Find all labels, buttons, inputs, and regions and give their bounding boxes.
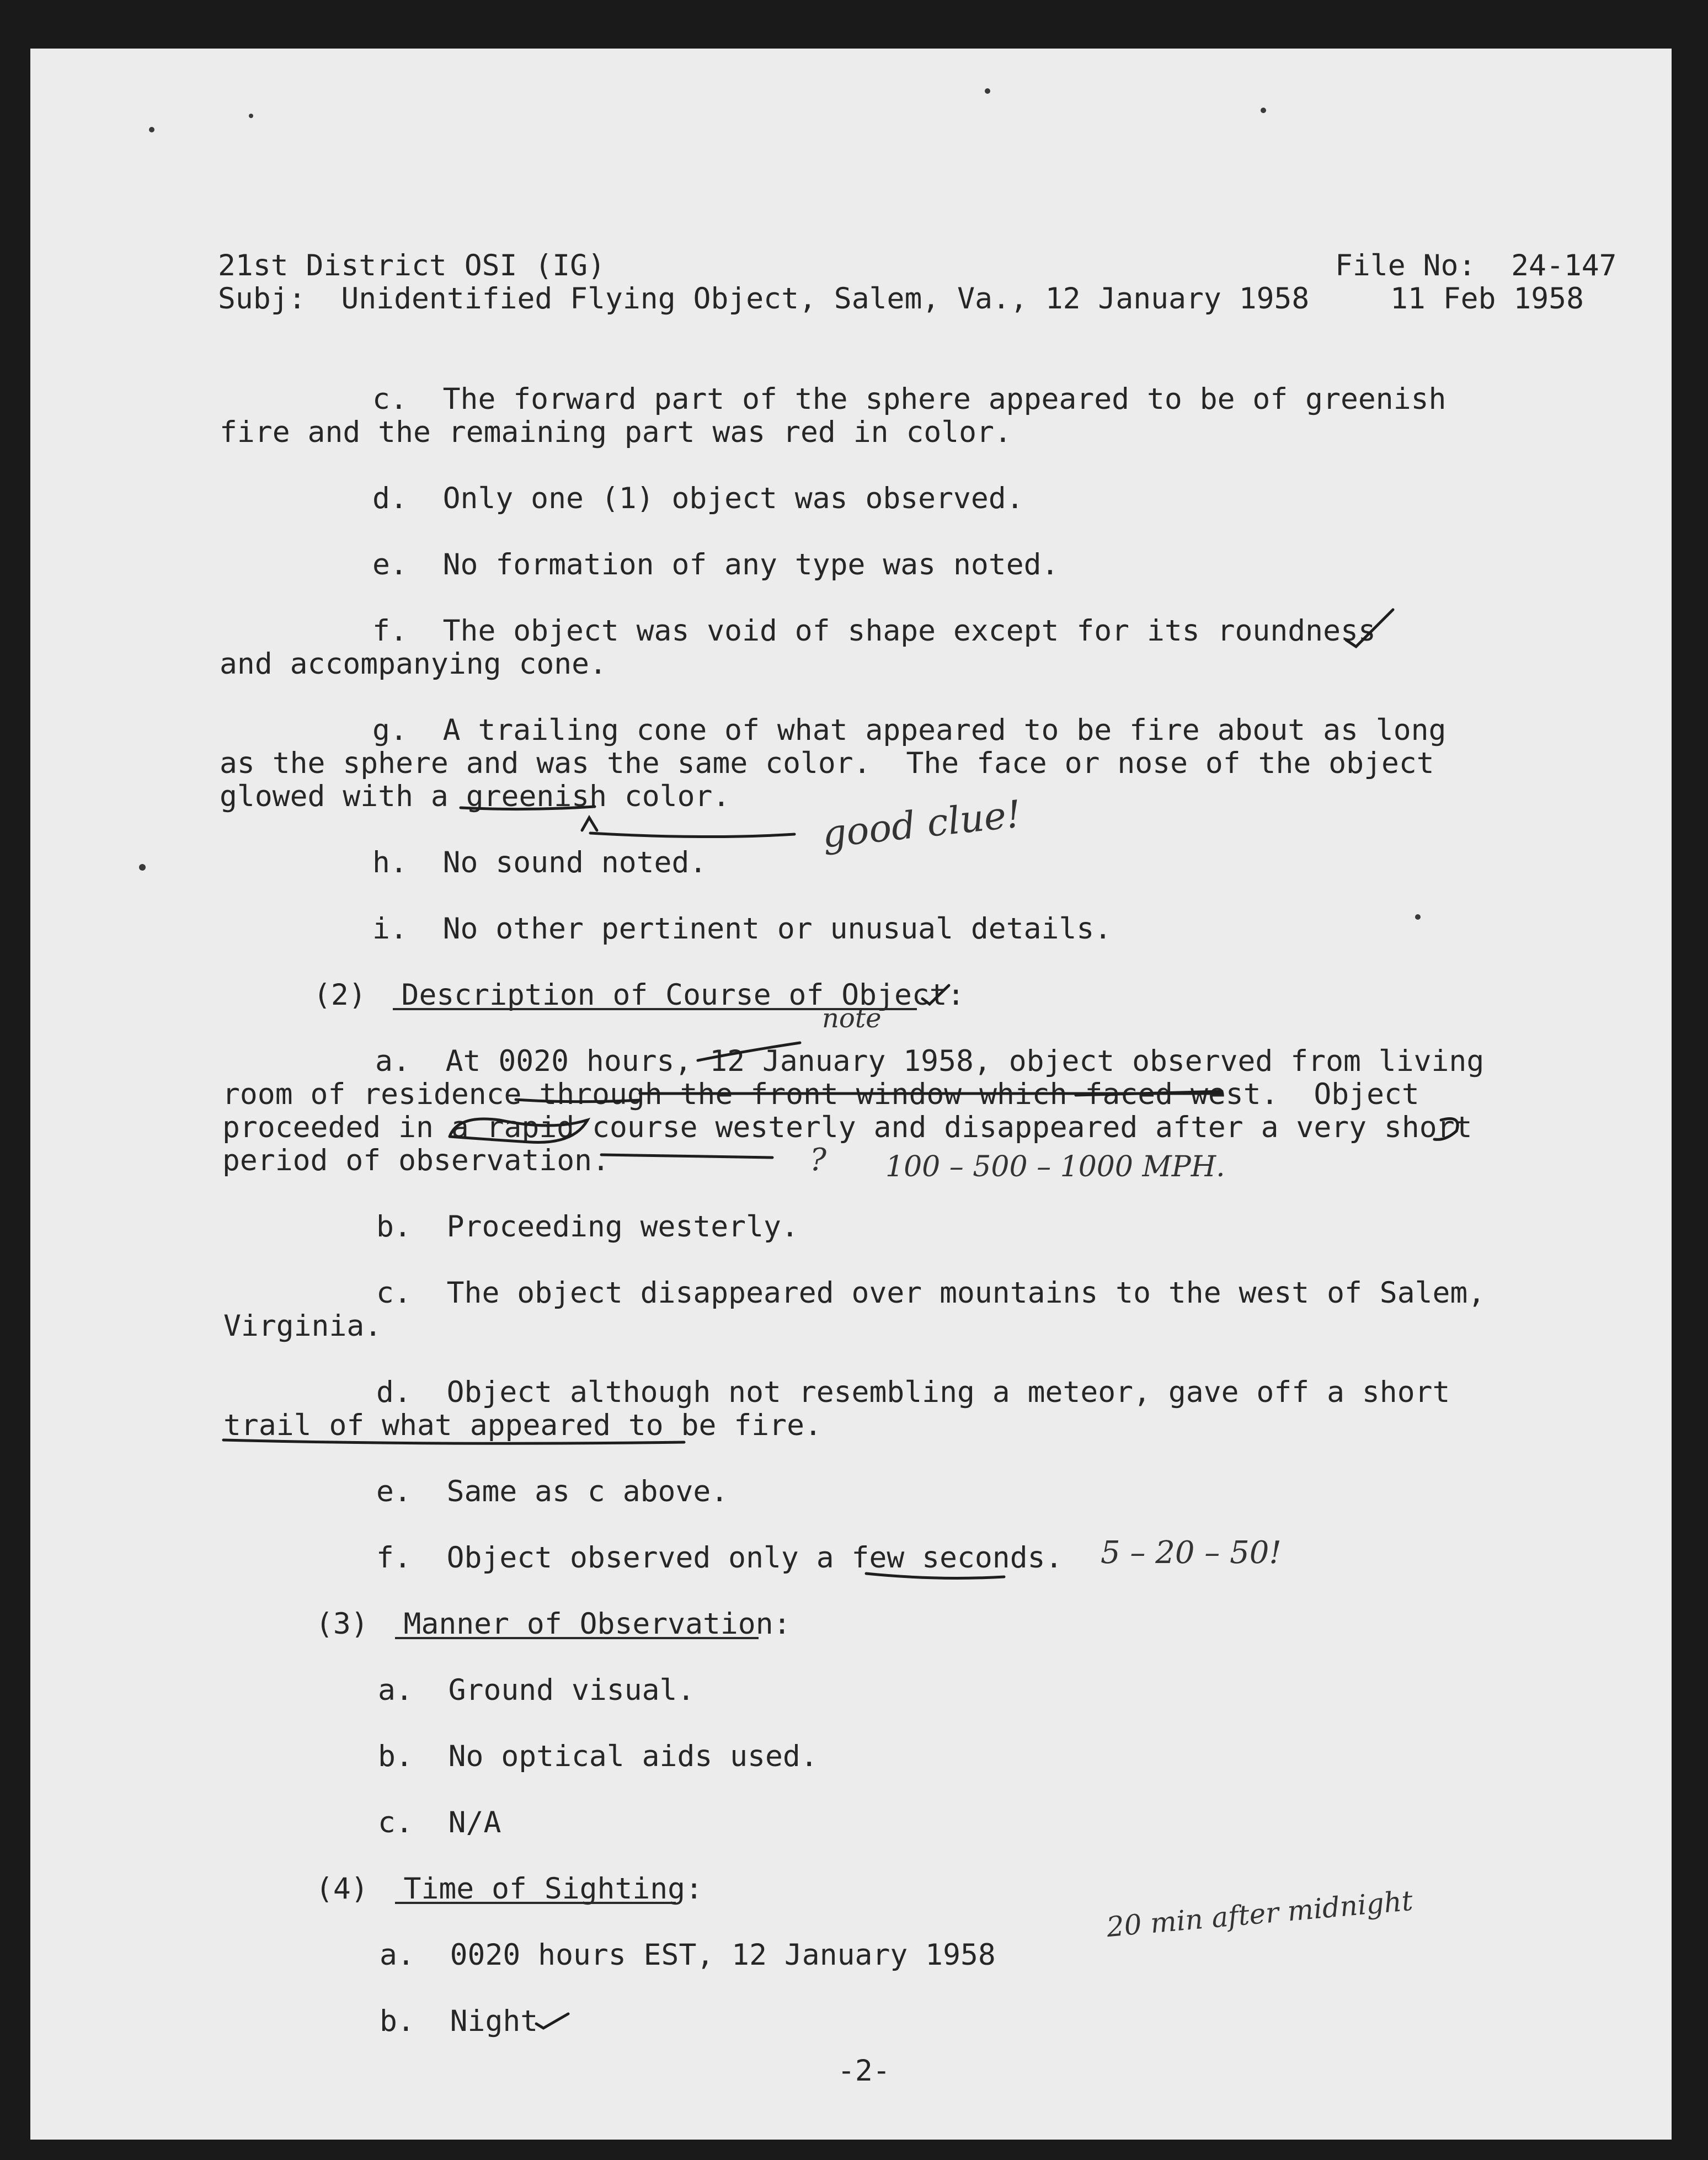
body-line: a. 0020 hours EST, 12 January 1958 <box>380 1938 996 1972</box>
caret-arrow <box>582 818 597 830</box>
body-line: f. The object was void of shape except for its roundness <box>372 614 1376 648</box>
question-mark-right <box>1434 1119 1458 1140</box>
body-line: g. A trailing cone of what appeared to be fire about as long <box>372 713 1447 747</box>
checkmark-roundness <box>1346 610 1393 647</box>
section-heading: (4) Time of Sighting: <box>316 1872 703 1906</box>
handwritten-time-note: 20 min after midnight <box>1105 1884 1415 1944</box>
body-line: b. Night <box>380 2004 538 2038</box>
header-file-no: File No: 24-147 <box>1335 249 1617 282</box>
header-subject: Subj: Unidentified Flying Object, Salem, Va., 12 January 1958 <box>218 282 1310 316</box>
paper-specks <box>139 88 1421 920</box>
handwritten-note: note <box>822 1003 882 1034</box>
body-line: f. Object observed only a few seconds. <box>376 1541 1063 1575</box>
underline-few-seconds <box>866 1574 1004 1578</box>
body-line: a. Ground visual. <box>378 1673 695 1707</box>
body-line: Virginia. <box>223 1309 382 1343</box>
body-line: glowed with a greenish color. <box>220 780 730 813</box>
body-line: d. Only one (1) object was observed. <box>372 482 1024 515</box>
body-line: fire and the remaining part was red in color. <box>220 415 1012 449</box>
section-heading: (3) Manner of Observation: <box>316 1607 791 1641</box>
body-line: e. No formation of any type was noted. <box>372 548 1059 582</box>
body-line: and accompanying cone. <box>220 647 607 681</box>
checkmark-night <box>536 2014 568 2028</box>
arrow-to-good-clue <box>590 833 794 837</box>
line-after-observation <box>601 1155 772 1158</box>
handwritten-speed: 100 – 500 – 1000 MPH. <box>885 1150 1225 1183</box>
body-line: h. No sound noted. <box>372 846 707 879</box>
underline-trail <box>223 1440 684 1443</box>
body-line: as the sphere and was the same color. The face or nose of the object <box>220 746 1434 780</box>
body-line: c. The object disappeared over mountains to the west of Salem, <box>376 1276 1486 1310</box>
section-heading: (2) Description of Course of Object: <box>313 978 965 1012</box>
underline-greenish <box>461 807 595 809</box>
body-line: i. No other pertinent or unusual details. <box>372 912 1112 946</box>
header-date: 11 Feb 1958 <box>1390 282 1584 316</box>
checkmark-description <box>922 985 949 1004</box>
handwritten-seconds: 5 – 20 – 50! <box>1101 1535 1282 1571</box>
strike-12-january <box>698 1043 800 1060</box>
header-office: 21st District OSI (IG) <box>218 249 605 282</box>
handwritten-pen-marks <box>223 610 1458 2028</box>
body-line: c. The forward part of the sphere appeared to be of greenish <box>372 382 1447 416</box>
handwritten-question: ? <box>810 1142 827 1178</box>
body-line: period of observation. <box>222 1144 610 1177</box>
body-line: b. No optical aids used. <box>378 1740 818 1773</box>
body-line: c. N/A <box>378 1806 501 1839</box>
body-line: room of residence through the front window which faced west. Object <box>222 1078 1419 1111</box>
body-line: trail of what appeared to be fire. <box>223 1409 822 1442</box>
body-line: e. Same as c above. <box>376 1475 729 1508</box>
handwritten-good-clue: good clue! <box>820 792 1023 857</box>
body-line: b. Proceeding westerly. <box>376 1210 799 1244</box>
underline-through <box>516 1100 640 1102</box>
body-line: d. Object although not resembling a meteor, gave off a short <box>376 1375 1450 1409</box>
page-number: -2- <box>837 2054 890 2088</box>
typed-underlines <box>393 1009 917 1903</box>
circle-a-rapid <box>450 1119 588 1143</box>
body-line: a. At 0020 hours, 12 January 1958, object observed from living <box>375 1044 1485 1078</box>
body-line: proceeded in a rapid course westerly and disappeared after a very short <box>222 1111 1472 1144</box>
